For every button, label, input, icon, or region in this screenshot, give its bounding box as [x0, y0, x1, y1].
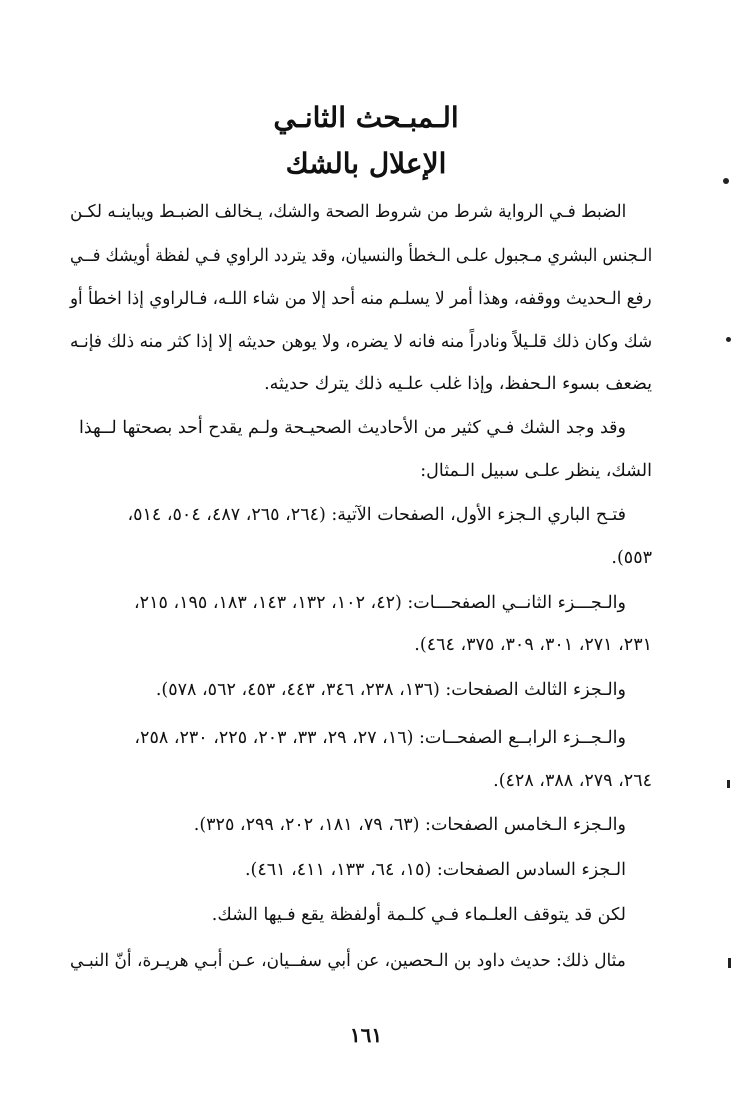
reference-line: الـجزء السادس الصفحات: (١٥، ٦٤، ١٣٣، ٤١١، ٤٦١). [244, 860, 626, 880]
reference-line: والـجزء الـخامس الصفحات: (٦٣، ٧٩، ١٨١، ٢٠٢، ٢٩٩، ٣٢٥). [193, 815, 626, 835]
scan-speck [723, 178, 729, 184]
reference-line: ٥٥٣). [611, 548, 652, 568]
chapter-title: الإعلال بالشك [285, 147, 447, 180]
body-line: يضعف بسوء الـحفظ، وإذا غلب علـيه ذلك يترك حديثه. [264, 374, 652, 394]
section-heading: الـمبـحث الثانـي [273, 101, 459, 134]
body-line: رفع الـحديث ووقفه، وهذا أمر لا يسلـم منه أحد إلا من شاء اللـه، فـالراوي إذا اخطأ أو [70, 289, 652, 309]
page-number: ١٦١ [349, 1023, 383, 1047]
reference-line: فتـح الباري الـجزء الأول، الصفحات الآتية: (٢٦٤، ٢٦٥، ٤٨٧، ٥٠٤، ٥١٤، [127, 505, 626, 525]
reference-line: ٢٦٤، ٢٧٩، ٣٨٨، ٤٢٨). [493, 771, 652, 791]
body-line: الشك، ينظر علـى سبيل الـمثال: [420, 461, 652, 481]
reference-line: والـجــزء الرابــع الصفحــات: (١٦، ٢٧، ٢٩، ٣٣، ٢٠٣، ٢٢٥، ٢٣٠، ٢٥٨، [134, 728, 626, 748]
body-line: مثال ذلك: حديث داود بن الـحصين، عن أبي سفــيان، عـن أبـي هريـرة، أنّ النبـي [70, 951, 626, 971]
body-line: شك وكان ذلك قلـيلاً ونادراً منه فانه لا يضره، ولا يوهن حديثه إلا إذا كثر منه ذلك فإنـه [69, 332, 652, 352]
body-line: الضبط فـي الرواية شرط من شروط الصحة والشك، يـخالف الضبـط ويباينـه لكـن [69, 202, 626, 222]
scan-speck [726, 337, 731, 342]
body-line: وقد وجد الشك فـي كثير من الأحاديث الصحيـحة ولـم يقدح أحد بصحتها لــهذا [78, 418, 626, 438]
reference-line: ٢٣١، ٢٧١، ٣٠١، ٣٠٩، ٣٧٥، ٤٦٤). [414, 635, 652, 655]
reference-line: والـجزء الثالث الصفحات: (١٣٦، ٢٣٨، ٣٤٦، ٤٤٣، ٤٥٣، ٥٦٢، ٥٧٨). [155, 680, 626, 700]
scan-speck [727, 780, 730, 788]
reference-line: والـجـــزء الثانــي الصفحـــات: (٤٢، ١٠٢، ١٣٢، ١٤٣، ١٨٣، ١٩٥، ٢١٥، [134, 593, 626, 613]
scan-speck [728, 958, 731, 968]
body-line: الـجنس البشري مـجبول علـى الـخطأ والنسيان، وقد يتردد الراوي فـي لفظة أويشك فــي [69, 246, 652, 266]
body-line: لكن قد يتوقف العلـماء فـي كلـمة أولفظة يقع فـيها الشك. [211, 905, 626, 925]
